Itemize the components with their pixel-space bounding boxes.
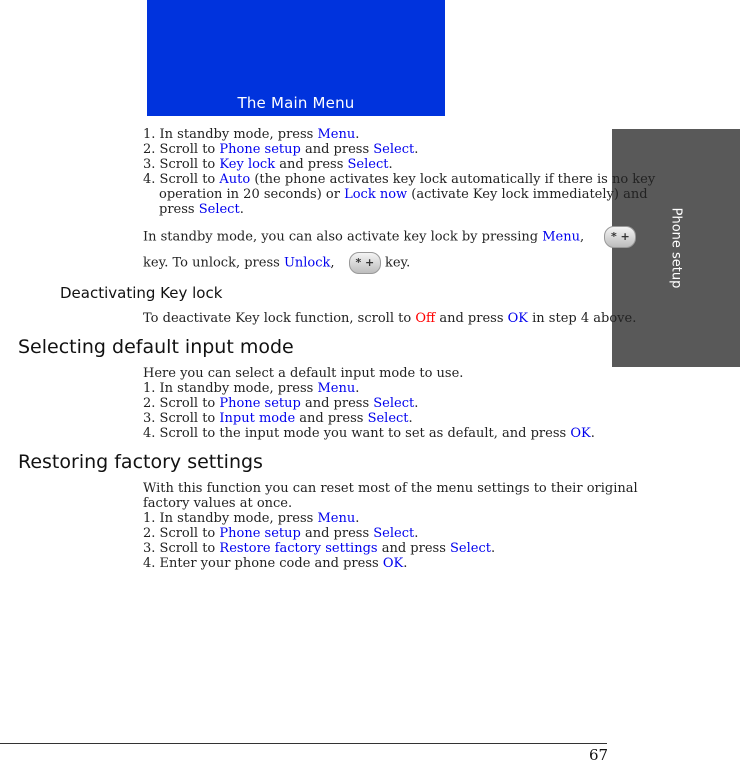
step-text: press bbox=[159, 202, 199, 217]
deactivating-instructions bbox=[143, 311, 636, 326]
keyword-select: Select bbox=[367, 411, 409, 426]
keyword-lock-now: Lock now bbox=[344, 187, 408, 202]
keyword-phone-setup: Phone setup bbox=[219, 396, 301, 411]
keyword-select: Select bbox=[198, 202, 240, 217]
keyword-menu: Menu bbox=[542, 229, 580, 245]
star-key-icon: * + bbox=[349, 252, 381, 274]
factory-step-4 bbox=[143, 556, 407, 571]
step-text: . bbox=[490, 541, 496, 556]
step-text: 2. Scroll to bbox=[143, 526, 220, 541]
keyword-ok: OK bbox=[570, 426, 591, 441]
step-text: . bbox=[414, 396, 419, 411]
step-text: operation in 20 seconds) or bbox=[159, 187, 345, 202]
deactivating-key-lock-heading: Deactivating Key lock bbox=[60, 284, 223, 302]
note-text: key. bbox=[384, 255, 411, 271]
keyword-select: Select bbox=[450, 541, 491, 556]
step-text: . bbox=[414, 142, 419, 157]
step-text: (activate Key lock immediately) and bbox=[407, 187, 648, 202]
step-text: 3. Scroll to bbox=[143, 157, 220, 172]
step-text: . bbox=[408, 411, 413, 426]
factory-step-2 bbox=[143, 526, 418, 541]
footer-divider bbox=[0, 743, 607, 744]
keylock-step-2 bbox=[143, 142, 418, 157]
step-text: 4. Scroll to bbox=[143, 172, 220, 187]
note-text: , bbox=[330, 255, 335, 271]
body-text: in step 4 above. bbox=[528, 311, 637, 326]
step-text: 1. In standby mode, press bbox=[143, 511, 318, 526]
step-text: and press bbox=[300, 396, 374, 411]
main-menu-banner bbox=[147, 0, 445, 116]
step-text: . bbox=[590, 426, 595, 441]
step-text: 3. Scroll to bbox=[143, 541, 220, 556]
star-key-icon: * + bbox=[604, 226, 636, 248]
input-mode-heading: Selecting default input mode bbox=[18, 336, 294, 358]
keyword-menu: Menu bbox=[317, 127, 356, 142]
note-text: key. To unlock, press bbox=[143, 255, 284, 271]
body-text: and press bbox=[435, 311, 508, 326]
keyword-phone-setup: Phone setup bbox=[219, 526, 301, 541]
input-mode-intro: Here you can select a default input mode to use. bbox=[143, 366, 464, 381]
factory-intro-line-1: With this function you can reset most of the menu settings to their original bbox=[143, 481, 638, 496]
step-text: . bbox=[414, 526, 419, 541]
input-mode-step-4 bbox=[143, 426, 595, 441]
note-text: In standby mode, you can also activate key lock by pressing bbox=[143, 229, 543, 245]
step-text: 2. Scroll to bbox=[143, 142, 220, 157]
keyword-select: Select bbox=[373, 142, 415, 157]
keyword-ok: OK bbox=[507, 311, 529, 326]
step-text: . bbox=[355, 511, 360, 526]
keyword-off: Off bbox=[415, 311, 436, 326]
keyword-ok: OK bbox=[382, 556, 404, 571]
step-text: . bbox=[355, 381, 360, 396]
step-text: 4. Enter your phone code and press bbox=[143, 556, 383, 571]
factory-intro-line-2: factory values at once. bbox=[143, 496, 293, 511]
keyword-auto: Auto bbox=[219, 172, 251, 187]
keyword-select: Select bbox=[347, 157, 389, 172]
step-text: 1. In standby mode, press bbox=[143, 127, 318, 142]
keyword-menu: Menu bbox=[317, 381, 356, 396]
factory-settings-heading: Restoring factory settings bbox=[18, 451, 263, 473]
input-mode-step-2 bbox=[143, 396, 418, 411]
keylock-step-4-line-1 bbox=[143, 172, 655, 187]
keyword-phone-setup: Phone setup bbox=[219, 142, 301, 157]
step-text: 2. Scroll to bbox=[143, 396, 220, 411]
step-text: and press bbox=[377, 541, 450, 556]
step-text: and press bbox=[300, 142, 374, 157]
factory-step-1 bbox=[143, 511, 359, 526]
keyword-select: Select bbox=[373, 526, 415, 541]
step-text: and press bbox=[295, 411, 368, 426]
keyword-menu: Menu bbox=[317, 511, 356, 526]
step-text: and press bbox=[300, 526, 374, 541]
input-mode-step-3 bbox=[143, 411, 413, 426]
page-number: 67 bbox=[589, 746, 609, 764]
step-text: and press bbox=[275, 157, 348, 172]
body-text: To deactivate Key lock function, scroll to bbox=[143, 311, 416, 326]
step-text: 1. In standby mode, press bbox=[143, 381, 318, 396]
keylock-step-4-line-2 bbox=[159, 187, 648, 202]
banner-title: The Main Menu bbox=[237, 94, 355, 112]
step-text: . bbox=[388, 157, 393, 172]
note-text: , bbox=[579, 229, 585, 245]
keyword-unlock: Unlock bbox=[283, 255, 331, 271]
step-text: (the phone activates key lock automatically if there is no key bbox=[250, 172, 656, 187]
keyword-select: Select bbox=[373, 396, 415, 411]
keyword-restore-factory-settings: Restore factory settings bbox=[219, 541, 378, 556]
step-text: 4. Scroll to the input mode you want to set as default, and press bbox=[143, 426, 571, 441]
standby-note-line-1 bbox=[143, 226, 636, 248]
keyword-input-mode: Input mode bbox=[219, 411, 296, 426]
step-text: . bbox=[355, 127, 360, 142]
factory-step-3 bbox=[143, 541, 495, 556]
step-text: . bbox=[239, 202, 244, 217]
keyword-key-lock: Key lock bbox=[219, 157, 276, 172]
standby-note-line-2 bbox=[143, 252, 410, 274]
section-side-tab bbox=[612, 129, 740, 367]
side-tab-label: Phone setup bbox=[668, 207, 684, 289]
keylock-step-3 bbox=[143, 157, 393, 172]
keylock-step-4-line-3 bbox=[159, 202, 244, 217]
keylock-step-1 bbox=[143, 127, 359, 142]
step-text: 3. Scroll to bbox=[143, 411, 220, 426]
step-text: . bbox=[403, 556, 408, 571]
input-mode-step-1 bbox=[143, 381, 359, 396]
